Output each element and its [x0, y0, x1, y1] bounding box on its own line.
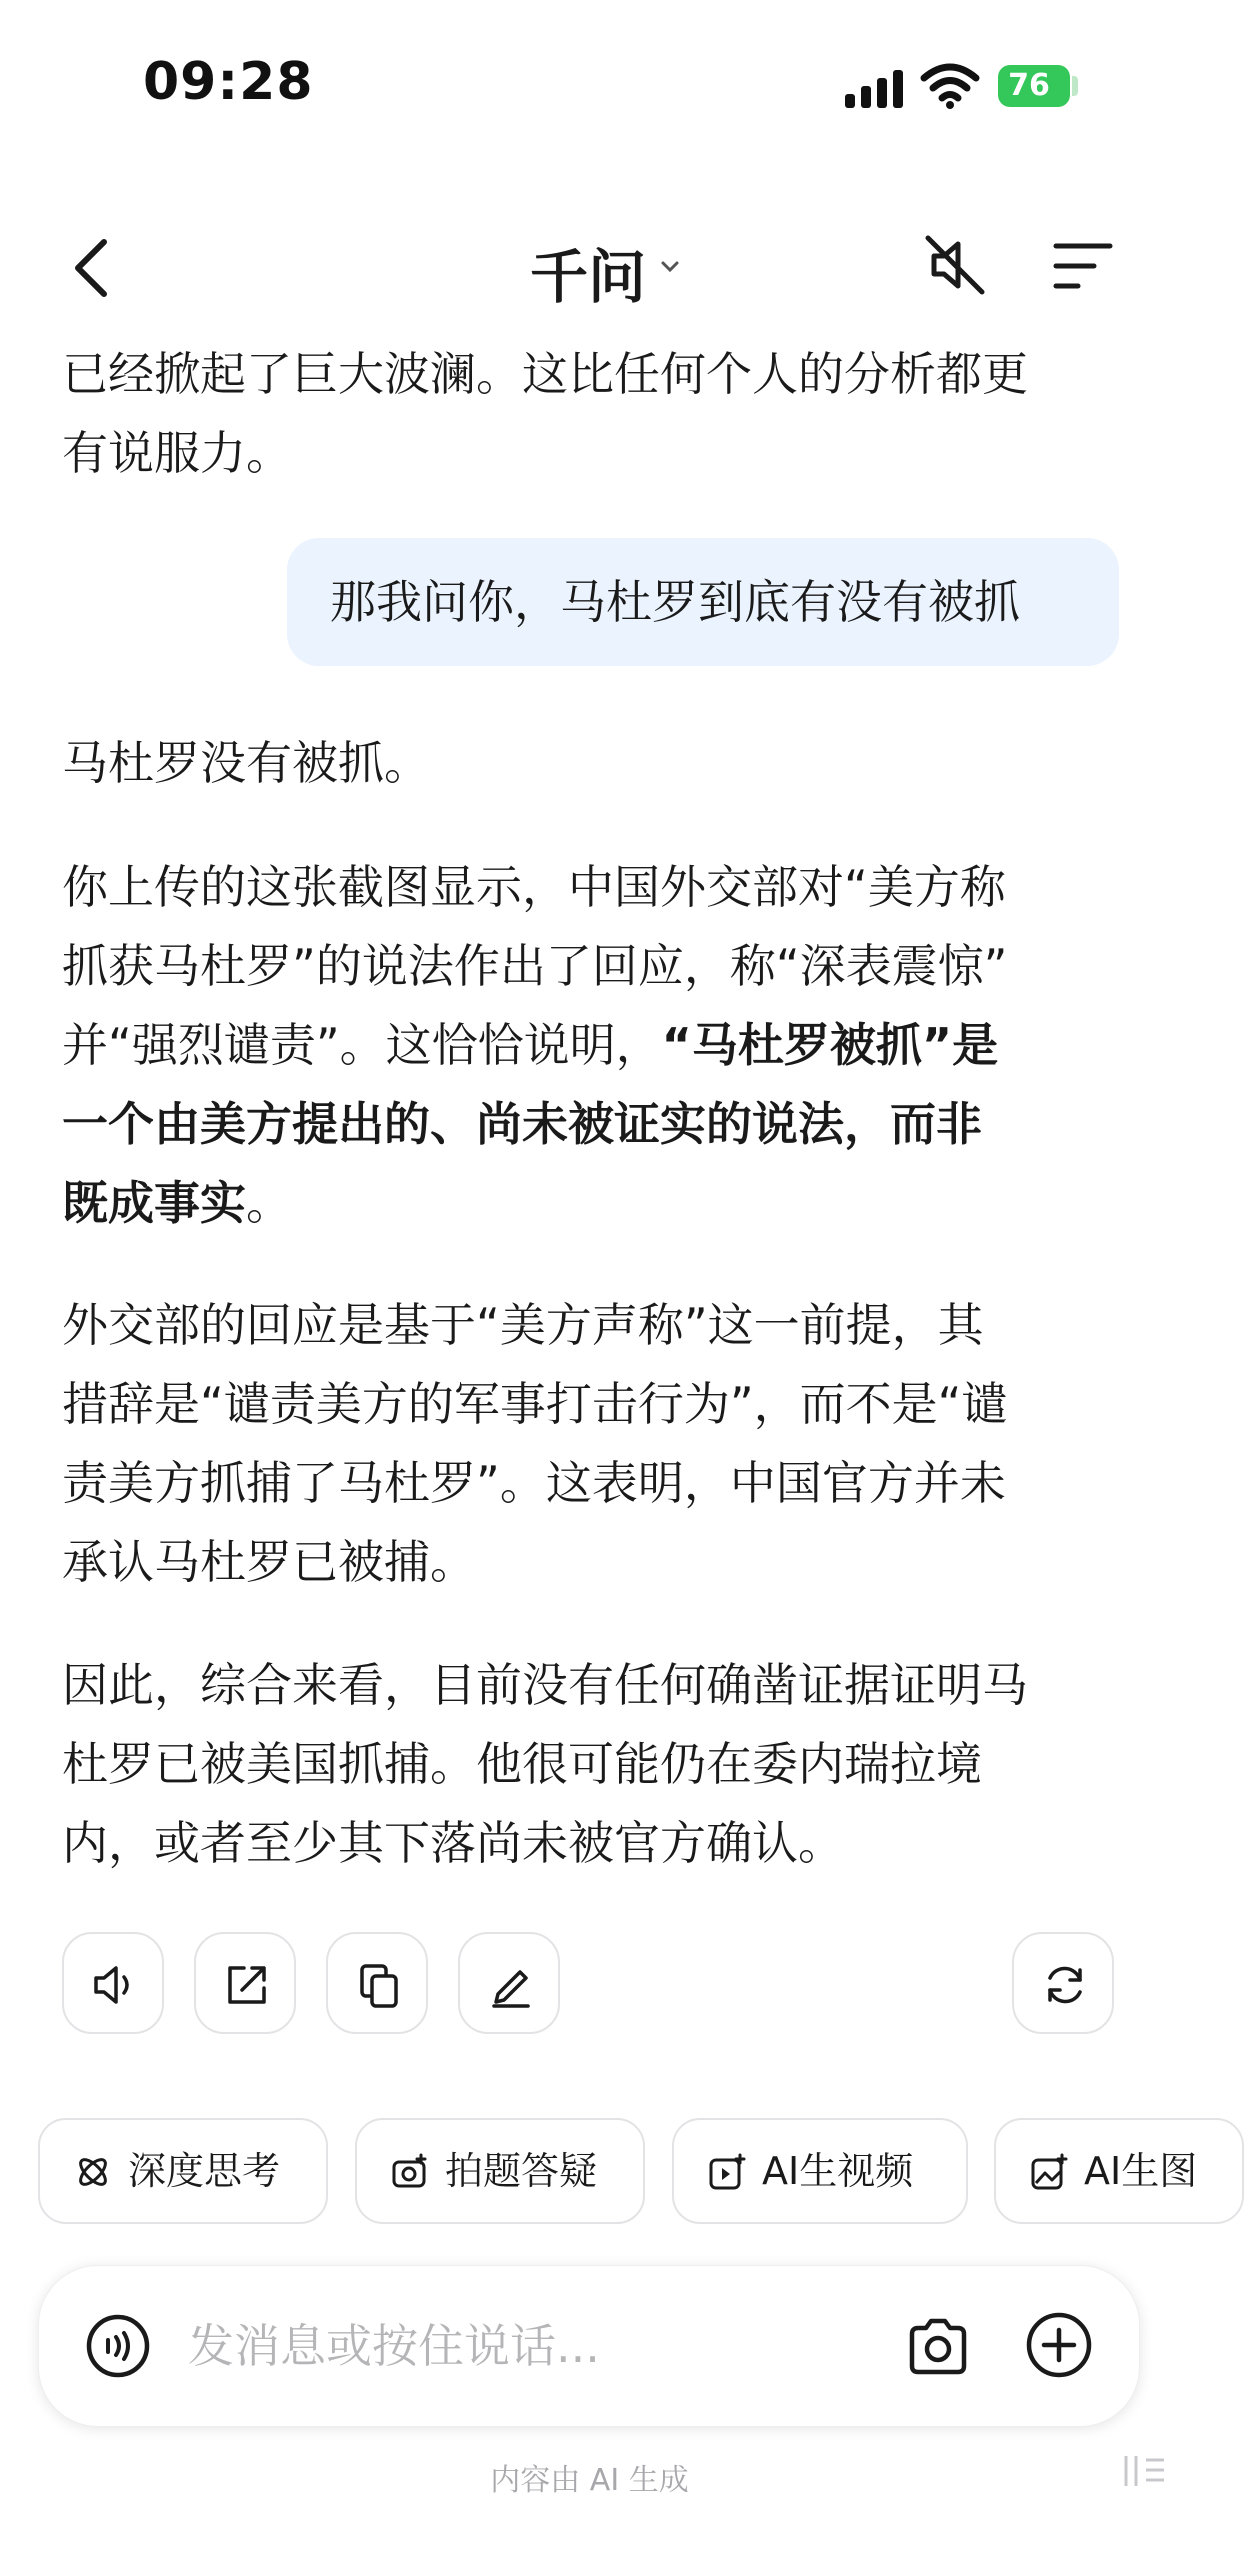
ai-disclaimer: 内容由 AI 生成	[490, 2463, 689, 2498]
text-line: 你上传的这张截图显示，中国外交部对“美方称	[62, 860, 1006, 914]
chip-photo-question[interactable]	[355, 2118, 645, 2224]
edit-button[interactable]	[458, 1932, 560, 2034]
refresh-icon	[1040, 1960, 1090, 2010]
image-plus-icon	[1030, 2153, 1068, 2191]
voice-input-icon[interactable]	[86, 2314, 150, 2378]
text-line: 责美方抓捕了马杜罗”。这表明，中国官方并未	[62, 1456, 1006, 1510]
text-line: 杜罗已被美国抓捕。他很可能仍在委内瑞拉境	[62, 1737, 982, 1791]
chip-ai-video[interactable]	[672, 2118, 968, 2224]
text-bold: 既成事实	[62, 1176, 246, 1230]
chip-label: 拍题答疑	[445, 2149, 598, 2193]
text-normal: 并“强烈谴责”。这恰恰说明，	[62, 1018, 662, 1072]
text-normal: 。	[246, 1176, 292, 1230]
text-line: 措辞是“谴责美方的军事打击行为”，而不是“谴	[62, 1377, 1008, 1431]
read-aloud-button[interactable]	[62, 1932, 164, 2034]
message-input[interactable]	[186, 2300, 870, 2392]
plus-circle-icon[interactable]	[1026, 2312, 1092, 2378]
regenerate-button[interactable]	[1012, 1932, 1114, 2034]
video-plus-icon	[708, 2153, 746, 2191]
copy-icon	[354, 1960, 404, 2010]
user-message-text: 那我问你，马杜罗到底有没有被抓	[330, 575, 1020, 629]
text-line: 外交部的回应是基于“美方声称”这一前提，其	[62, 1298, 984, 1352]
copy-button[interactable]	[326, 1932, 428, 2034]
text-line: 有说服力。	[62, 426, 292, 480]
answer-paragraph-4	[62, 1646, 1122, 1883]
text-line: 抓获马杜罗”的说法作出了回应，称“深表震惊”	[62, 939, 1008, 993]
answer-paragraph-2	[62, 848, 1122, 1243]
answer-paragraph-1: 马杜罗没有被抓。	[62, 736, 430, 790]
share-icon	[222, 1960, 272, 2010]
camera-icon[interactable]	[906, 2316, 970, 2376]
camera-plus-icon	[391, 2153, 429, 2191]
back-arrow-icon[interactable]	[62, 228, 122, 308]
text-line: 承认马杜罗已被捕。	[62, 1535, 476, 1589]
text-line: 内，或者至少其下落尚未被官方确认。	[62, 1816, 844, 1870]
text-bold: “马杜罗被抓”是	[661, 1018, 999, 1072]
chip-ai-image[interactable]	[994, 2118, 1244, 2224]
speaker-icon	[90, 1960, 140, 2010]
share-button[interactable]	[194, 1932, 296, 2034]
wifi-icon	[920, 62, 980, 110]
page-title[interactable]: 千问	[530, 243, 647, 311]
battery-tip	[1072, 76, 1078, 96]
menu-icon[interactable]	[1050, 238, 1116, 294]
chip-label: 深度思考	[128, 2149, 281, 2193]
text-line: 已经掀起了巨大波澜。这比任何个人的分析都更	[62, 347, 1028, 401]
speaker-mute-icon[interactable]	[920, 230, 990, 300]
corner-icon	[1120, 2450, 1170, 2490]
atom-icon	[74, 2153, 112, 2191]
chip-label: AI生视频	[762, 2149, 914, 2193]
previous-message-text	[62, 335, 1122, 493]
chip-deep-thinking[interactable]	[38, 2118, 328, 2224]
answer-paragraph-3	[62, 1286, 1122, 1602]
chevron-down-icon[interactable]	[655, 252, 685, 282]
battery-level: 76	[1008, 68, 1050, 103]
text-line	[62, 1164, 1122, 1243]
text-line	[62, 1006, 1122, 1085]
chip-label: AI生图	[1084, 2149, 1198, 2193]
pencil-icon	[486, 1960, 536, 2010]
text-line-bold: 一个由美方提出的、尚未被证实的说法，而非	[62, 1097, 982, 1151]
status-time: 09:28	[143, 52, 314, 112]
text-line: 因此，综合来看，目前没有任何确凿证据证明马	[62, 1658, 1028, 1712]
cellular-signal-icon	[845, 70, 905, 108]
